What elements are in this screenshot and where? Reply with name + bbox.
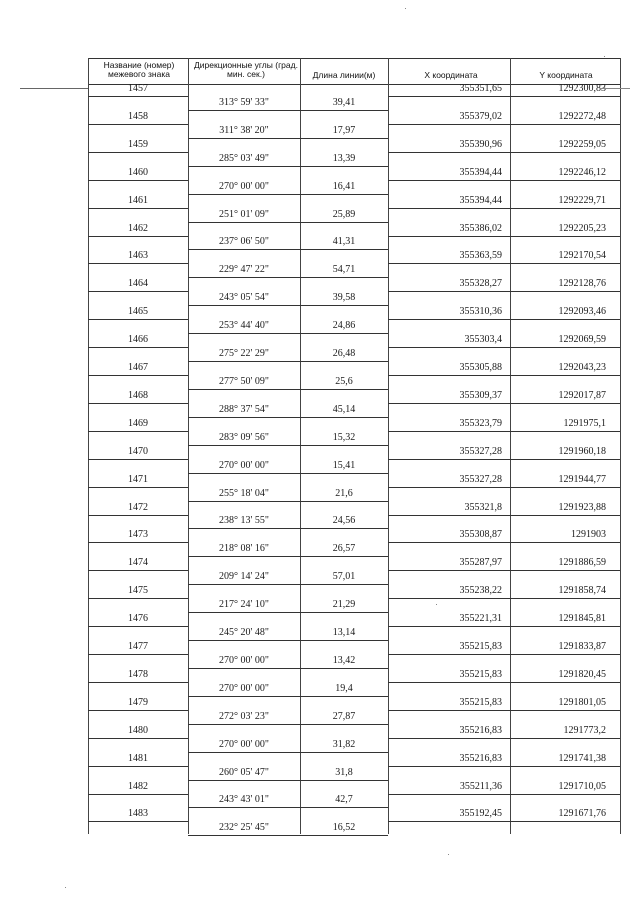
point-x-coordinate: 355351,65 — [459, 83, 502, 94]
segment-length: 39,58 — [332, 292, 356, 304]
point-x-coordinate: 355305,88 — [459, 362, 502, 373]
row-divider — [88, 515, 188, 516]
point-x-coordinate: 355303,4 — [464, 334, 502, 346]
column-divider-right — [620, 58, 621, 834]
row-divider — [388, 682, 620, 683]
segment-length: 25,89 — [332, 208, 356, 220]
point-x-coordinate: 355192,45 — [459, 808, 502, 820]
point-y-coordinate: 1292093,46 — [558, 306, 606, 318]
segment-angle: 270° 00' 00" — [219, 682, 269, 694]
segment-angle: 313° 59' 33" — [219, 96, 269, 108]
point-name: 1476 — [128, 613, 148, 625]
segment-length: 57,01 — [332, 571, 356, 583]
point-y-coordinate: 1291975,1 — [563, 417, 606, 429]
point-name: 1465 — [128, 306, 148, 318]
point-x-coordinate: 355308,87 — [459, 529, 502, 541]
row-divider — [88, 319, 188, 320]
point-x-coordinate: 355327,28 — [459, 473, 502, 485]
row-divider — [188, 640, 388, 641]
segment-length: 42,7 — [335, 794, 353, 806]
row-divider — [88, 96, 188, 97]
row-divider — [188, 166, 388, 167]
point-name: 1457 — [128, 83, 148, 94]
segment-angle: 232° 25' 45" — [219, 822, 269, 834]
point-x-coordinate: 355328,27 — [459, 278, 502, 290]
scan-speck — [448, 854, 449, 855]
row-divider — [88, 682, 188, 683]
row-divider — [388, 626, 620, 627]
row-divider — [188, 110, 388, 111]
row-divider — [388, 96, 620, 97]
header-x: X координата — [424, 70, 478, 80]
segment-length: 26,48 — [332, 348, 356, 360]
point-y-coordinate: 1291710,05 — [558, 780, 606, 792]
row-divider — [388, 319, 620, 320]
row-divider — [88, 821, 188, 822]
point-y-coordinate: 1291845,81 — [558, 613, 606, 625]
row-divider — [88, 487, 188, 488]
row-divider — [388, 431, 620, 432]
segment-length: 31,8 — [335, 766, 353, 778]
row-divider — [188, 473, 388, 474]
point-x-coordinate: 355215,83 — [459, 668, 502, 680]
row-divider — [188, 556, 388, 557]
row-divider — [388, 766, 620, 767]
point-y-coordinate: 1292043,23 — [558, 362, 606, 373]
row-divider — [188, 501, 388, 502]
segment-length: 26,57 — [332, 543, 356, 555]
point-name: 1460 — [128, 166, 148, 178]
row-divider — [388, 598, 620, 599]
segment-angle: 275° 22' 29" — [219, 348, 269, 360]
row-divider — [388, 738, 620, 739]
scan-speck — [604, 56, 605, 57]
row-divider — [88, 542, 188, 543]
point-y-coordinate: 1291903 — [571, 529, 606, 541]
point-name: 1471 — [128, 473, 148, 485]
segment-angle: 218° 08' 16" — [219, 543, 269, 555]
point-x-coordinate: 355379,02 — [459, 110, 502, 122]
segment-length: 31,82 — [332, 738, 356, 750]
point-x-coordinate: 355216,83 — [459, 724, 502, 736]
row-divider — [88, 375, 188, 376]
point-y-coordinate: 1291773,2 — [563, 724, 606, 736]
point-x-coordinate: 355221,31 — [459, 613, 502, 625]
row-divider — [88, 459, 188, 460]
point-name: 1475 — [128, 585, 148, 597]
row-divider — [388, 291, 620, 292]
point-y-coordinate: 1292246,12 — [558, 166, 606, 178]
segment-angle: 238° 13' 55" — [219, 515, 269, 527]
row-divider — [188, 138, 388, 139]
row-divider — [88, 403, 188, 404]
segment-angle: 229° 47' 22" — [219, 264, 269, 276]
segment-angle: 283° 09' 56" — [219, 431, 269, 443]
point-y-coordinate: 1292259,05 — [558, 138, 606, 150]
scan-speck — [405, 8, 406, 9]
segment-angle: 243° 43' 01" — [219, 794, 269, 806]
point-x-coordinate: 355386,02 — [459, 222, 502, 234]
segment-angle: 245° 20' 48" — [219, 627, 269, 639]
segment-length: 15,32 — [332, 431, 356, 443]
point-name: 1483 — [128, 808, 148, 820]
point-x-coordinate: 355216,83 — [459, 752, 502, 764]
point-name: 1467 — [128, 362, 148, 373]
point-name: 1466 — [128, 334, 148, 346]
row-divider — [388, 459, 620, 460]
scan-speck — [436, 604, 437, 605]
row-divider — [88, 180, 188, 181]
row-divider — [388, 152, 620, 153]
point-name: 1474 — [128, 557, 148, 569]
point-y-coordinate: 1291858,74 — [558, 585, 606, 597]
row-divider — [388, 542, 620, 543]
point-y-coordinate: 1291671,76 — [558, 808, 606, 820]
row-divider — [388, 347, 620, 348]
row-divider — [188, 333, 388, 334]
row-divider — [388, 263, 620, 264]
segment-length: 13,14 — [332, 627, 356, 639]
point-x-coordinate: 355363,59 — [459, 250, 502, 262]
segment-length: 54,71 — [332, 264, 356, 276]
row-divider — [88, 124, 188, 125]
row-divider — [88, 654, 188, 655]
point-name: 1473 — [128, 529, 148, 541]
row-divider — [188, 305, 388, 306]
scan-artifact-line — [20, 88, 88, 89]
point-name: 1481 — [128, 752, 148, 764]
row-divider — [188, 249, 388, 250]
segment-angle: 270° 00' 00" — [219, 738, 269, 750]
row-divider — [88, 347, 188, 348]
row-divider — [188, 417, 388, 418]
row-divider — [388, 180, 620, 181]
row-divider — [388, 124, 620, 125]
row-divider — [88, 766, 188, 767]
segment-angle: 217° 24' 10" — [219, 599, 269, 611]
row-divider — [88, 794, 188, 795]
point-y-coordinate: 1292229,71 — [558, 194, 606, 206]
row-divider — [388, 236, 620, 237]
point-name: 1463 — [128, 250, 148, 262]
point-name: 1458 — [128, 110, 148, 122]
row-divider — [388, 208, 620, 209]
point-x-coordinate: 355309,37 — [459, 389, 502, 401]
row-divider — [188, 807, 388, 808]
segment-length: 13,39 — [332, 152, 356, 164]
point-x-coordinate: 355215,83 — [459, 641, 502, 652]
segment-length: 21,6 — [335, 487, 353, 499]
point-x-coordinate: 355390,96 — [459, 138, 502, 150]
segment-length: 24,56 — [332, 515, 356, 527]
point-name: 1469 — [128, 417, 148, 429]
segment-angle: 251° 01' 09" — [219, 208, 269, 220]
segment-angle: 277° 50' 09" — [219, 375, 269, 387]
row-divider — [188, 445, 388, 446]
point-name: 1461 — [128, 194, 148, 206]
point-y-coordinate: 1291801,05 — [558, 696, 606, 708]
point-x-coordinate: 355394,44 — [459, 166, 502, 178]
point-x-coordinate: 355327,28 — [459, 445, 502, 457]
row-divider — [88, 291, 188, 292]
point-x-coordinate: 355287,97 — [459, 557, 502, 569]
segment-angle: 260° 05' 47" — [219, 766, 269, 778]
segment-length: 24,86 — [332, 320, 356, 332]
row-divider — [188, 752, 388, 753]
header-name: Название (номер) межевого знака — [103, 60, 175, 79]
segment-angle: 253° 44' 40" — [219, 320, 269, 332]
row-divider — [88, 236, 188, 237]
point-name: 1470 — [128, 445, 148, 457]
row-divider — [188, 835, 388, 836]
row-divider — [188, 696, 388, 697]
row-divider — [88, 626, 188, 627]
point-name: 1468 — [128, 389, 148, 401]
row-divider — [88, 263, 188, 264]
point-y-coordinate: 1292300,83 — [558, 83, 606, 94]
row-divider — [388, 487, 620, 488]
segment-angle: 209° 14' 24" — [219, 571, 269, 583]
segment-angle: 270° 00' 00" — [219, 654, 269, 666]
segment-angle: 243° 05' 54" — [219, 292, 269, 304]
point-y-coordinate: 1292272,48 — [558, 110, 606, 122]
point-name: 1482 — [128, 780, 148, 792]
header-y: Y координата — [539, 70, 593, 80]
point-y-coordinate: 1291923,88 — [558, 501, 606, 513]
row-divider — [188, 724, 388, 725]
segment-length: 27,87 — [332, 710, 356, 722]
row-divider — [188, 277, 388, 278]
row-divider — [188, 584, 388, 585]
row-divider — [88, 431, 188, 432]
point-x-coordinate: 355321,8 — [464, 501, 502, 513]
row-divider — [188, 194, 388, 195]
row-divider — [388, 570, 620, 571]
segment-length: 17,97 — [332, 124, 356, 136]
segment-length: 16,41 — [332, 180, 356, 192]
point-y-coordinate: 1292170,54 — [558, 250, 606, 262]
row-divider — [388, 794, 620, 795]
header-angles: Дирекционные углы (град. мин. сек.) — [194, 60, 298, 79]
scan-speck — [65, 887, 66, 888]
segment-length: 13,42 — [332, 654, 356, 666]
row-divider — [388, 654, 620, 655]
row-divider — [188, 361, 388, 362]
segment-angle: 288° 37' 54" — [219, 403, 269, 415]
row-divider — [88, 738, 188, 739]
segment-length: 15,41 — [332, 459, 356, 471]
point-name: 1477 — [128, 641, 148, 652]
point-name: 1479 — [128, 696, 148, 708]
row-divider — [188, 668, 388, 669]
point-x-coordinate: 355211,36 — [459, 780, 502, 792]
row-divider — [388, 515, 620, 516]
point-x-coordinate: 355323,79 — [459, 417, 502, 429]
row-divider — [188, 780, 388, 781]
segment-angle: 270° 00' 00" — [219, 459, 269, 471]
row-divider — [88, 208, 188, 209]
point-y-coordinate: 1291944,77 — [558, 473, 606, 485]
segment-angle: 255° 18' 04" — [219, 487, 269, 499]
segment-length: 39,41 — [332, 96, 356, 108]
point-name: 1459 — [128, 138, 148, 150]
point-x-coordinate: 355394,44 — [459, 194, 502, 206]
segment-length: 21,29 — [332, 599, 356, 611]
point-y-coordinate: 1292069,59 — [558, 334, 606, 346]
point-name: 1472 — [128, 501, 148, 513]
segment-angle: 272° 03' 23" — [219, 710, 269, 722]
point-name: 1480 — [128, 724, 148, 736]
row-divider — [388, 375, 620, 376]
point-x-coordinate: 355215,83 — [459, 696, 502, 708]
point-name: 1464 — [128, 278, 148, 290]
point-y-coordinate: 1291886,59 — [558, 557, 606, 569]
row-divider — [388, 403, 620, 404]
point-y-coordinate: 1292128,76 — [558, 278, 606, 290]
table-top-border — [88, 58, 620, 59]
row-divider — [88, 152, 188, 153]
header-length: Длина линии(м) — [312, 70, 376, 80]
row-divider — [188, 528, 388, 529]
point-y-coordinate: 1291741,38 — [558, 752, 606, 764]
segment-angle: 237° 06' 50" — [219, 236, 269, 248]
row-divider — [388, 710, 620, 711]
segment-length: 16,52 — [332, 822, 356, 834]
row-divider — [188, 612, 388, 613]
point-name: 1462 — [128, 222, 148, 234]
row-divider — [188, 389, 388, 390]
segment-length: 45,14 — [332, 403, 356, 415]
point-y-coordinate: 1291960,18 — [558, 445, 606, 457]
point-x-coordinate: 355310,36 — [459, 306, 502, 318]
point-y-coordinate: 1292205,23 — [558, 222, 606, 234]
segment-angle: 285° 03' 49" — [219, 152, 269, 164]
row-divider — [388, 821, 620, 822]
segment-length: 25,6 — [335, 375, 353, 387]
point-y-coordinate: 1292017,87 — [558, 389, 606, 401]
point-y-coordinate: 1291820,45 — [558, 668, 606, 680]
scan-artifact-line — [600, 88, 630, 89]
segment-length: 41,31 — [332, 236, 356, 248]
row-divider — [88, 710, 188, 711]
segment-angle: 270° 00' 00" — [219, 180, 269, 192]
segment-length: 19,4 — [335, 682, 353, 694]
segment-angle: 311° 38' 20" — [219, 124, 269, 136]
row-divider — [88, 570, 188, 571]
point-y-coordinate: 1291833,87 — [558, 641, 606, 652]
row-divider — [88, 598, 188, 599]
point-name: 1478 — [128, 668, 148, 680]
row-divider — [188, 222, 388, 223]
point-x-coordinate: 355238,22 — [459, 585, 502, 597]
